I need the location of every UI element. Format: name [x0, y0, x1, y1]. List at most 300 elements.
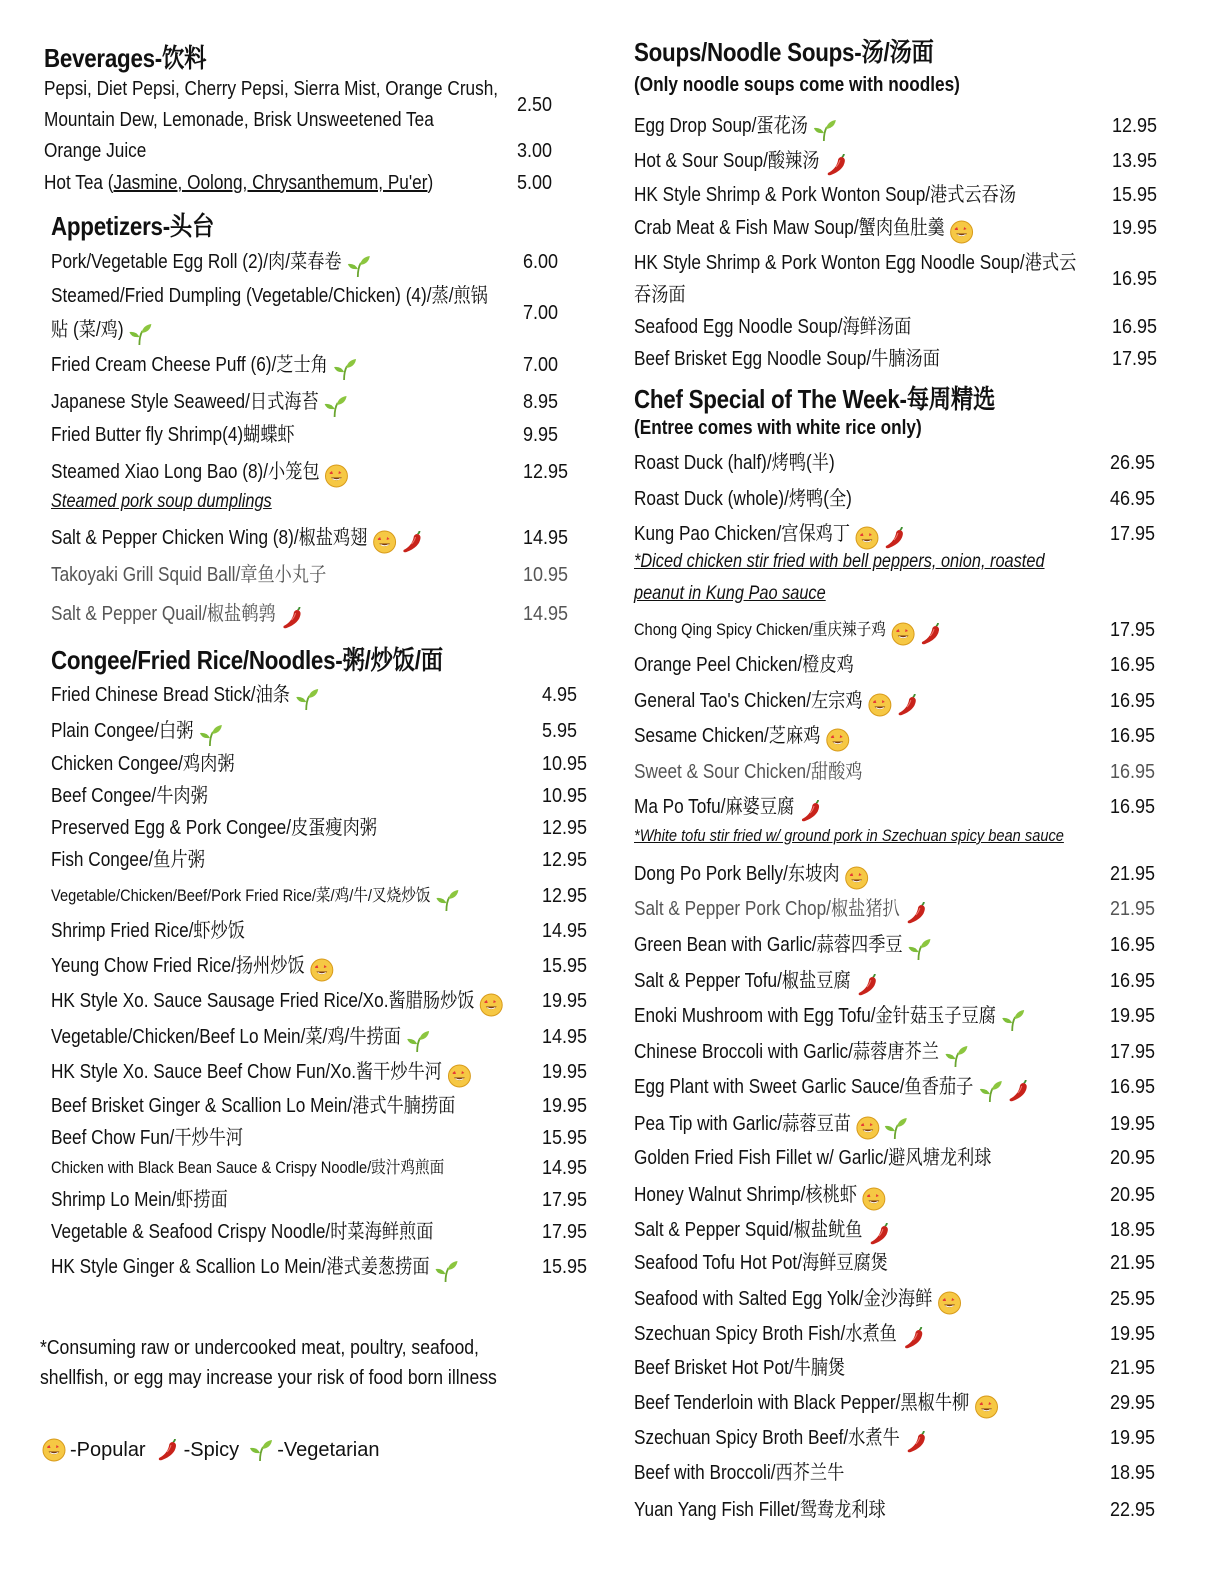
- item-price: 9.95: [523, 424, 559, 446]
- item-name-text: Steamed Xiao Long Bao (8)/小笼包: [51, 461, 320, 483]
- item-price: 14.95: [542, 920, 588, 942]
- item-name-text: Roast Duck (whole)/烤鸭(全): [634, 488, 852, 510]
- item-name-text: Fried Chinese Bread Stick/油条: [51, 684, 290, 706]
- item-name: [634, 1318, 926, 1353]
- item-name-text: Green Bean with Garlic/蒜蓉四季豆: [634, 934, 903, 956]
- item-name-text: Enoki Mushroom with Egg Tofu/金针菇玉子豆腐: [634, 1005, 996, 1027]
- item-name-text: Fried Cream Cheese Puff (6)/芝士角: [51, 354, 328, 376]
- item-name-text: Beef Brisket Egg Noodle Soup/牛腩汤面: [634, 348, 940, 370]
- item-name-text: Sesame Chicken/芝麻鸡: [634, 725, 821, 747]
- item-name-text: Chicken with Black Bean Sauce & Crispy Noodle/豉汁鸡煎面: [51, 1158, 445, 1177]
- item-name-text: Roast Duck (half)/烤鸭(半): [634, 452, 835, 474]
- item-name-text: Shrimp Fried Rice/虾炒饭: [51, 920, 246, 942]
- legend-vegetarian: -Vegetarian: [277, 1438, 380, 1461]
- item-price: 21.95: [1110, 1357, 1156, 1379]
- item-name-text: Salt & Pepper Tofu/椒盐豆腐: [634, 970, 851, 992]
- item-name: [634, 1214, 892, 1249]
- beverages-heading: Beverages-饮料: [44, 43, 207, 73]
- item-name-text: Chicken Congee/鸡肉粥: [51, 753, 235, 775]
- item-name-text: Szechuan Spicy Broth Beef/水煮牛: [634, 1427, 900, 1449]
- item-name: [634, 756, 862, 788]
- vegetarian-icon: [406, 1029, 430, 1053]
- item-name: [51, 1021, 430, 1056]
- item-name: [634, 1352, 845, 1384]
- item-name: [634, 720, 850, 755]
- item-name: [51, 1090, 455, 1122]
- item-name-text: Beef Brisket Ginger & Scallion Lo Mein/港式牛腩捞面: [51, 1095, 456, 1117]
- item-price: 7.00: [523, 302, 559, 324]
- item-name: [51, 1251, 459, 1286]
- item-name-text: HK Style Xo. Sauce Sausage Fried Rice/Xo.酱腊肠炒饭: [51, 990, 475, 1012]
- item-name-text: Seafood Egg Noodle Soup/海鲜汤面: [634, 316, 912, 338]
- item-price: 19.95: [1110, 1427, 1156, 1449]
- item-price: 16.95: [1110, 970, 1156, 992]
- item-name: [51, 844, 205, 876]
- item-icons: [856, 1111, 912, 1143]
- item-name-text: Kung Pao Chicken/宫保鸡丁: [634, 523, 851, 545]
- legend-popular: -Popular: [70, 1438, 146, 1461]
- spicy-icon: [905, 901, 929, 925]
- item-icons: [447, 1059, 475, 1091]
- item-name-text: Seafood Tofu Hot Pot/海鲜豆腐煲: [634, 1252, 888, 1274]
- item-name-text: Vegetable/Chicken/Beef/Pork Fried Rice/菜/鸡/牛/叉烧炒饭: [51, 886, 431, 905]
- item-description: *Diced chicken stir fried with bell peppers, onion, roasted: [634, 551, 1045, 572]
- item-name-text: Honey Walnut Shrimp/核桃虾: [634, 1184, 858, 1206]
- item-icons: [435, 1254, 463, 1286]
- spicy-icon: [883, 526, 907, 550]
- soups-subtitle: (Only noodle soups come with noodles): [634, 74, 960, 96]
- item-icons: [950, 215, 978, 247]
- item-name-text: Beef Congee/牛肉粥: [51, 785, 208, 807]
- item-price: 26.95: [1110, 452, 1156, 474]
- item-name-text: Beef with Broccoli/西芥兰牛: [634, 1462, 845, 1484]
- food-safety-notice: [40, 1333, 497, 1393]
- vegetarian-icon: [347, 254, 371, 278]
- item-price: 22.95: [1110, 1499, 1156, 1521]
- item-price: 2.50: [517, 94, 553, 116]
- popular-icon: [868, 693, 892, 717]
- popular-icon: [862, 1187, 886, 1211]
- item-name: [634, 893, 929, 928]
- item-description: *White tofu stir fried w/ ground pork in Szechuan spicy bean sauce: [634, 826, 1064, 845]
- item-name: [634, 483, 852, 515]
- item-name: [634, 1108, 904, 1143]
- item-icons: [908, 932, 936, 964]
- spicy-icon: [919, 622, 943, 646]
- item-name-line2: [51, 314, 153, 349]
- item-price: 19.95: [1110, 1323, 1156, 1345]
- item-name-text: Szechuan Spicy Broth Fish/水煮鱼: [634, 1323, 897, 1345]
- item-price: 16.95: [1110, 796, 1156, 818]
- item-name: [51, 950, 334, 985]
- popular-icon: [447, 1064, 471, 1088]
- spicy-icon: [400, 530, 424, 554]
- item-name: [51, 1152, 444, 1184]
- icon-legend: [42, 1438, 383, 1462]
- item-name: [634, 1387, 998, 1422]
- item-name: [51, 559, 326, 591]
- item-price: 12.95: [542, 817, 588, 839]
- vegetarian-icon: [979, 1079, 1003, 1103]
- item-price: 6.00: [523, 251, 559, 273]
- item-name: [634, 1494, 886, 1526]
- item-name: [634, 965, 880, 1000]
- item-icons: [891, 617, 947, 649]
- item-name-text: Chinese Broccoli with Garlic/蒜蓉唐芥兰: [634, 1041, 939, 1063]
- item-name-text: Vegetable & Seafood Crispy Noodle/时菜海鲜煎面: [51, 1221, 434, 1243]
- popular-icon: [480, 993, 504, 1017]
- item-price: 16.95: [1110, 725, 1156, 747]
- item-name-text: Crab Meat & Fish Maw Soup/蟹肉鱼肚羹: [634, 217, 945, 239]
- item-name: [51, 915, 245, 947]
- popular-icon: [310, 958, 334, 982]
- item-price: 15.95: [542, 1256, 588, 1278]
- item-name: [51, 748, 235, 780]
- item-name: [634, 1247, 888, 1279]
- item-price: 29.95: [1110, 1392, 1156, 1414]
- item-name-text: Beef Chow Fun/干炒牛河: [51, 1127, 244, 1149]
- spicy-icon: [1006, 1079, 1030, 1103]
- item-price: 14.95: [542, 1026, 588, 1048]
- vegetarian-icon: [295, 687, 319, 711]
- item-icons: [333, 352, 361, 384]
- item-name: [634, 1000, 1025, 1035]
- item-name: [634, 1457, 844, 1489]
- item-name-text: Takoyaki Grill Squid Ball/章鱼小丸子: [51, 564, 327, 586]
- item-price: 18.95: [1110, 1462, 1156, 1484]
- item-name: [634, 518, 903, 553]
- item-price: 15.95: [542, 955, 588, 977]
- item-name-text: Shrimp Lo Mein/虾捞面: [51, 1189, 228, 1211]
- item-name-text: Salt & Pepper Chicken Wing (8)/椒盐鸡翅: [51, 527, 368, 549]
- item-name: [51, 386, 348, 421]
- item-price: 19.95: [1110, 1005, 1156, 1027]
- spicy-icon: [896, 693, 920, 717]
- item-icons: [1001, 1003, 1029, 1035]
- appetizers-heading: Appetizers-头台: [51, 211, 215, 241]
- item-name: [44, 167, 433, 199]
- vegetarian-icon: [324, 394, 348, 418]
- item-name: [634, 791, 824, 826]
- item-price: 16.95: [1112, 316, 1158, 338]
- vegetarian-icon: [129, 322, 153, 346]
- item-price: 17.95: [1110, 523, 1156, 545]
- item-name-text: Golden Fried Fish Fillet w/ Garlic/避风塘龙利球: [634, 1147, 992, 1169]
- item-name-text: Preserved Egg & Pork Congee/皮蛋瘦肉粥: [51, 817, 377, 839]
- item-name: [51, 349, 357, 384]
- item-name: [634, 858, 869, 893]
- item-icons: [295, 682, 323, 714]
- spicy-icon: [156, 1438, 180, 1462]
- spicy-icon: [856, 973, 880, 997]
- popular-icon: [974, 1395, 998, 1419]
- item-icons: [325, 459, 353, 491]
- chef-special-subtitle: (Entree comes with white rice only): [634, 417, 922, 439]
- item-price: 16.95: [1110, 1076, 1156, 1098]
- spicy-icon: [281, 606, 305, 630]
- item-name: [51, 280, 488, 312]
- item-name: [51, 419, 295, 451]
- item-name-text: Yeung Chow Fried Rice/扬州炒饭: [51, 955, 305, 977]
- item-price: 12.95: [542, 885, 588, 907]
- item-name-line2-text: 贴 (菜/鸡): [51, 319, 124, 341]
- spicy-icon: [902, 1326, 926, 1350]
- item-price: 16.95: [1110, 761, 1156, 783]
- item-name: [51, 679, 319, 714]
- spicy-icon: [825, 153, 849, 177]
- item-price: 16.95: [1112, 268, 1158, 290]
- item-price: 15.95: [542, 1127, 588, 1149]
- item-name: [51, 1184, 228, 1216]
- item-price: 12.95: [523, 461, 569, 483]
- item-price: 17.95: [542, 1189, 588, 1211]
- soups-heading: Soups/Noodle Soups-汤/汤面: [634, 37, 934, 67]
- tea-suffix: ): [427, 172, 434, 194]
- item-name-text: Chong Qing Spicy Chicken/重庆辣子鸡: [634, 620, 886, 639]
- item-price: 17.95: [542, 1221, 588, 1243]
- item-name-line2: Mountain Dew, Lemonade, Brisk Unsweetened Tea: [44, 109, 434, 131]
- item-name-text: Beef Tenderloin with Black Pepper/黑椒牛柳: [634, 1392, 970, 1414]
- item-name-line1: Steamed/Fried Dumpling (Vegetable/Chicken) (4)/蒸/煎锅: [51, 285, 488, 307]
- item-name: [51, 812, 377, 844]
- item-icons: [937, 1286, 965, 1318]
- item-name: [634, 1142, 991, 1174]
- item-icons: [799, 794, 827, 826]
- item-price: 21.95: [1110, 863, 1156, 885]
- item-name: [51, 715, 223, 750]
- vegetarian-icon: [944, 1044, 968, 1068]
- item-name: [634, 649, 854, 681]
- item-icons: [905, 1425, 933, 1457]
- item-name: [51, 246, 371, 281]
- item-icons: [480, 988, 508, 1020]
- item-name-line2: [634, 279, 686, 311]
- item-name-text: Ma Po Tofu/麻婆豆腐: [634, 796, 795, 818]
- vegetarian-icon: [813, 118, 837, 142]
- item-price: 17.95: [1112, 348, 1158, 370]
- item-name-text: Egg Plant with Sweet Garlic Sauce/鱼香茄子: [634, 1076, 974, 1098]
- item-name: [634, 1283, 962, 1318]
- item-name-line1: HK Style Shrimp & Pork Wonton Egg Noodle Soup/港式云: [634, 252, 1077, 274]
- vegetarian-icon: [435, 1259, 459, 1283]
- item-icons: [826, 723, 854, 755]
- item-name-text: HK Style Shrimp & Pork Wonton Soup/港式云吞汤: [634, 184, 1017, 206]
- item-name-text: Pea Tip with Garlic/蒜蓉豆苗: [634, 1113, 851, 1135]
- item-price: 14.95: [523, 527, 569, 549]
- item-price: 14.95: [542, 1157, 588, 1179]
- vegetarian-icon: [908, 937, 932, 961]
- vegetarian-icon: [1001, 1008, 1025, 1032]
- item-price: 15.95: [1112, 184, 1158, 206]
- item-price: 10.95: [542, 753, 588, 775]
- item-icons: [406, 1024, 434, 1056]
- item-name-text: Yuan Yang Fish Fillet/鸳鸯龙利球: [634, 1499, 886, 1521]
- item-price: 20.95: [1110, 1147, 1156, 1169]
- popular-icon: [950, 220, 974, 244]
- item-price: 16.95: [1110, 934, 1156, 956]
- item-icons: [347, 249, 375, 281]
- spicy-icon: [905, 1430, 929, 1454]
- popular-icon: [42, 1438, 66, 1462]
- item-name-text: Dong Po Pork Belly/东坡肉: [634, 863, 840, 885]
- item-icons: [281, 601, 309, 633]
- item-price: 46.95: [1110, 488, 1156, 510]
- item-icons: [310, 953, 338, 985]
- vegetarian-icon: [884, 1116, 908, 1140]
- popular-icon: [891, 622, 915, 646]
- item-price: 10.95: [523, 564, 569, 586]
- item-price: 20.95: [1110, 1184, 1156, 1206]
- item-name: [634, 179, 1016, 211]
- item-name: [634, 212, 974, 247]
- item-icons: [373, 525, 429, 557]
- item-name: [634, 614, 939, 649]
- chef-special-heading: Chef Special of The Week-每周精选: [634, 384, 996, 414]
- item-icons: [129, 317, 157, 349]
- item-price: 3.00: [517, 140, 553, 162]
- item-name: [51, 522, 421, 557]
- item-icons: [902, 1321, 930, 1353]
- item-price: 16.95: [1110, 690, 1156, 712]
- item-name: [51, 880, 460, 915]
- item-price: 8.95: [523, 391, 559, 413]
- item-name-text: Pork/Vegetable Egg Roll (2)/肉/菜春卷: [51, 251, 342, 273]
- vegetarian-icon: [249, 1438, 273, 1462]
- item-name-text: Orange Peel Chicken/橙皮鸡: [634, 654, 854, 676]
- item-name-text: Hot & Sour Soup/酸辣汤: [634, 150, 820, 172]
- popular-icon: [845, 866, 869, 890]
- item-icons: [868, 1217, 896, 1249]
- spicy-icon: [868, 1222, 892, 1246]
- item-price: 12.95: [1112, 115, 1158, 137]
- item-icons: [868, 688, 924, 720]
- item-name: [634, 247, 1076, 279]
- item-icons: [825, 148, 853, 180]
- item-name-text: HK Style Ginger & Scallion Lo Mein/港式姜葱捞面: [51, 1256, 430, 1278]
- congee-heading: Congee/Fried Rice/Noodles-粥/炒饭/面: [51, 645, 443, 675]
- item-icons: [979, 1074, 1035, 1106]
- item-name: [634, 311, 911, 343]
- item-description: peanut in Kung Pao sauce: [634, 583, 826, 604]
- item-name: [51, 1216, 433, 1248]
- item-price: 13.95: [1112, 150, 1158, 172]
- item-name: [634, 447, 835, 479]
- item-name-text: Beef Brisket Hot Pot/牛腩煲: [634, 1357, 846, 1379]
- item-price: 7.00: [523, 354, 559, 376]
- vegetarian-icon: [436, 888, 460, 912]
- item-icons: [974, 1390, 1002, 1422]
- item-name: [634, 1179, 886, 1214]
- item-name: [634, 145, 849, 180]
- item-icons: [862, 1182, 890, 1214]
- item-name-text: Vegetable/Chicken/Beef Lo Mein/菜/鸡/牛捞面: [51, 1026, 401, 1048]
- item-price: 21.95: [1110, 898, 1156, 920]
- footnote-line2: shellfish, or egg may increase your risk of food born illness: [40, 1367, 497, 1389]
- item-name: [634, 1422, 929, 1457]
- item-icons: [199, 718, 227, 750]
- item-name-line1: Pepsi, Diet Pepsi, Cherry Pepsi, Sierra Mist, Orange Crush,: [44, 78, 499, 100]
- item-icons: [905, 896, 933, 928]
- spicy-icon: [799, 799, 823, 823]
- item-icons: [856, 968, 884, 1000]
- item-name-text: Salt & Pepper Quail/椒盐鹌鹑: [51, 603, 276, 625]
- item-icons: [436, 883, 464, 915]
- item-name-line2-text: 吞汤面: [634, 284, 686, 306]
- item-name-text: HK Style Xo. Sauce Beef Chow Fun/Xo.酱干炒牛河: [51, 1061, 442, 1083]
- item-name: [51, 985, 504, 1020]
- popular-icon: [325, 464, 349, 488]
- item-name: [51, 780, 208, 812]
- item-price: 19.95: [542, 990, 588, 1012]
- item-price: 17.95: [1110, 619, 1156, 641]
- item-name-text: Egg Drop Soup/蛋花汤: [634, 115, 809, 137]
- item-icons: [813, 113, 841, 145]
- item-name-text: Plain Congee/白粥: [51, 720, 194, 742]
- footnote-line1: *Consuming raw or undercooked meat, poultry, seafood,: [40, 1337, 479, 1359]
- vegetarian-icon: [199, 723, 223, 747]
- tea-varieties: Jasmine, Oolong, Chrysanthemum, Pu'er: [113, 172, 428, 194]
- item-price: 14.95: [523, 603, 569, 625]
- popular-icon: [826, 728, 850, 752]
- item-price: 25.95: [1110, 1288, 1156, 1310]
- item-name: [634, 343, 940, 375]
- item-price: 16.95: [1110, 654, 1156, 676]
- item-name: [634, 1071, 1027, 1106]
- item-name-text: Seafood with Salted Egg Yolk/金沙海鲜: [634, 1288, 933, 1310]
- item-icons: [855, 521, 911, 553]
- popular-icon: [855, 526, 879, 550]
- item-name: [51, 1056, 471, 1091]
- popular-icon: [937, 1291, 961, 1315]
- item-name: [51, 598, 305, 633]
- item-name: [634, 929, 932, 964]
- item-price: 19.95: [542, 1061, 588, 1083]
- item-price: 17.95: [1110, 1041, 1156, 1063]
- item-name-text: Salt & Pepper Pork Chop/椒盐猪扒: [634, 898, 900, 920]
- item-name-text: Sweet & Sour Chicken/甜酸鸡: [634, 761, 863, 783]
- item-price: 19.95: [1112, 217, 1158, 239]
- item-price: 18.95: [1110, 1219, 1156, 1241]
- item-price: 12.95: [542, 849, 588, 871]
- item-name-text: Fish Congee/鱼片粥: [51, 849, 205, 871]
- item-price: 5.00: [517, 172, 553, 194]
- item-name-text: Fried Butter fly Shrimp(4)蝴蝶虾: [51, 424, 295, 446]
- item-name: [634, 110, 837, 145]
- item-price: 10.95: [542, 785, 588, 807]
- item-name-text: General Tao's Chicken/左宗鸡: [634, 690, 863, 712]
- item-name: [634, 685, 916, 720]
- item-name: [51, 456, 349, 491]
- item-price: 19.95: [1110, 1113, 1156, 1135]
- item-icons: [944, 1039, 972, 1071]
- legend-spicy: -Spicy: [183, 1438, 240, 1461]
- tea-prefix: Hot Tea (: [44, 172, 114, 194]
- item-price: 4.95: [542, 684, 578, 706]
- item-name-text: Salt & Pepper Squid/椒盐鱿鱼: [634, 1219, 863, 1241]
- item-description: Steamed pork soup dumplings: [51, 491, 272, 512]
- popular-icon: [856, 1116, 880, 1140]
- item-name: [634, 1036, 968, 1071]
- item-icons: [324, 389, 352, 421]
- item-name-text: Japanese Style Seaweed/日式海苔: [51, 391, 319, 413]
- item-price: 5.95: [542, 720, 578, 742]
- item-icons: [845, 861, 873, 893]
- item-price: 19.95: [542, 1095, 588, 1117]
- item-name: [51, 1122, 243, 1154]
- item-name: Orange Juice: [44, 140, 147, 162]
- vegetarian-icon: [333, 357, 357, 381]
- popular-icon: [373, 530, 397, 554]
